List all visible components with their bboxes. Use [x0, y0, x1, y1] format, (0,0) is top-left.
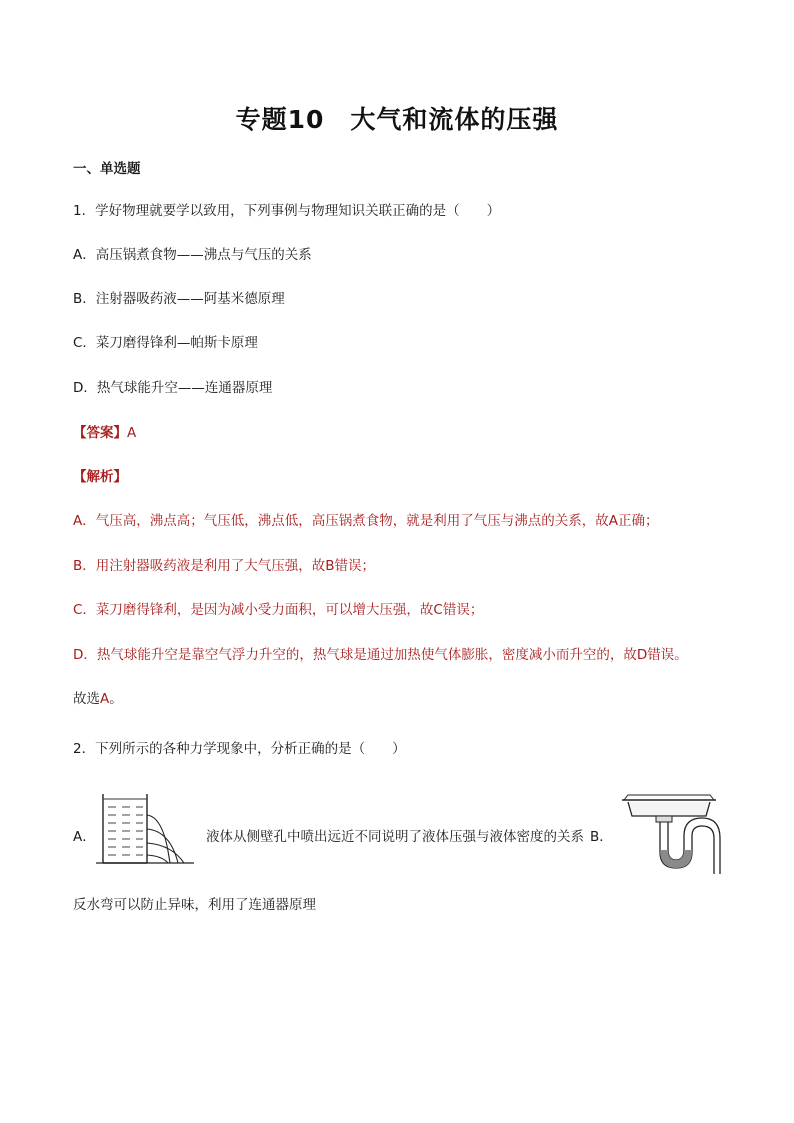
container-jets-figure: [96, 793, 196, 869]
q1-answer: [73, 424, 136, 442]
q1-analysis-b: B．用注射器吸药液是利用了大气压强，故B错误；: [73, 558, 376, 574]
q2-option-a-label: A．: [73, 829, 96, 845]
q1-option-c: C．菜刀磨得锋利—帕斯卡原理: [73, 335, 258, 351]
conclusion-prefix: 故选: [73, 691, 100, 707]
q1-analysis-c: C．菜刀磨得锋利，是因为减小受力面积，可以增大压强，故C错误；: [73, 602, 484, 618]
q2-option-a-text: [206, 828, 613, 846]
water-jets: [147, 815, 184, 863]
q1-analysis-a: A．气压高，沸点高；气压低，沸点低，高压锅煮食物，就是利用了气压与沸点的关系，故A正确；: [73, 513, 659, 529]
q1-option-d: D．热气球能升空——连通器原理: [73, 380, 273, 396]
section-heading: 一、单选题: [73, 161, 141, 177]
conclusion-value: A: [100, 691, 110, 707]
conclusion-suffix: 。: [109, 691, 123, 707]
water-dashes: [108, 807, 143, 855]
q2-option-a-desc: 液体从侧壁孔中喷出远近不同说明了液体压强与液体密度的关系: [206, 829, 584, 845]
q1-option-a: A．高压锅煮食物——沸点与气压的关系: [73, 247, 312, 263]
drain-fitting: [656, 816, 672, 822]
q1-option-b: B．注射器吸药液——阿基米德原理: [73, 291, 285, 307]
q1-conclusion: [73, 690, 123, 708]
sink-trap-figure: [620, 792, 722, 874]
answer-label: 【答案】: [73, 425, 127, 441]
sink-basin: [628, 802, 710, 816]
q1-analysis-d: D．热气球能升空是靠空气浮力升空的，热气球是通过加热使气体膨胀，密度减小而升空的，故D错误。: [73, 647, 688, 663]
q2-option-b-text: 反水弯可以防止异味，利用了连通器原理: [73, 897, 316, 913]
q1-stem: 1．学好物理就要学以致用，下列事例与物理知识关联正确的是（ ）: [73, 203, 501, 219]
q1-analysis-label: 【解析】: [73, 469, 127, 485]
page-title: 专题10 大气和流体的压强: [235, 105, 559, 134]
q2-option-b-label: B．: [590, 829, 613, 845]
answer-value: A: [127, 425, 137, 441]
q2-stem: 2．下列所示的各种力学现象中，分析正确的是（ ）: [73, 741, 406, 757]
